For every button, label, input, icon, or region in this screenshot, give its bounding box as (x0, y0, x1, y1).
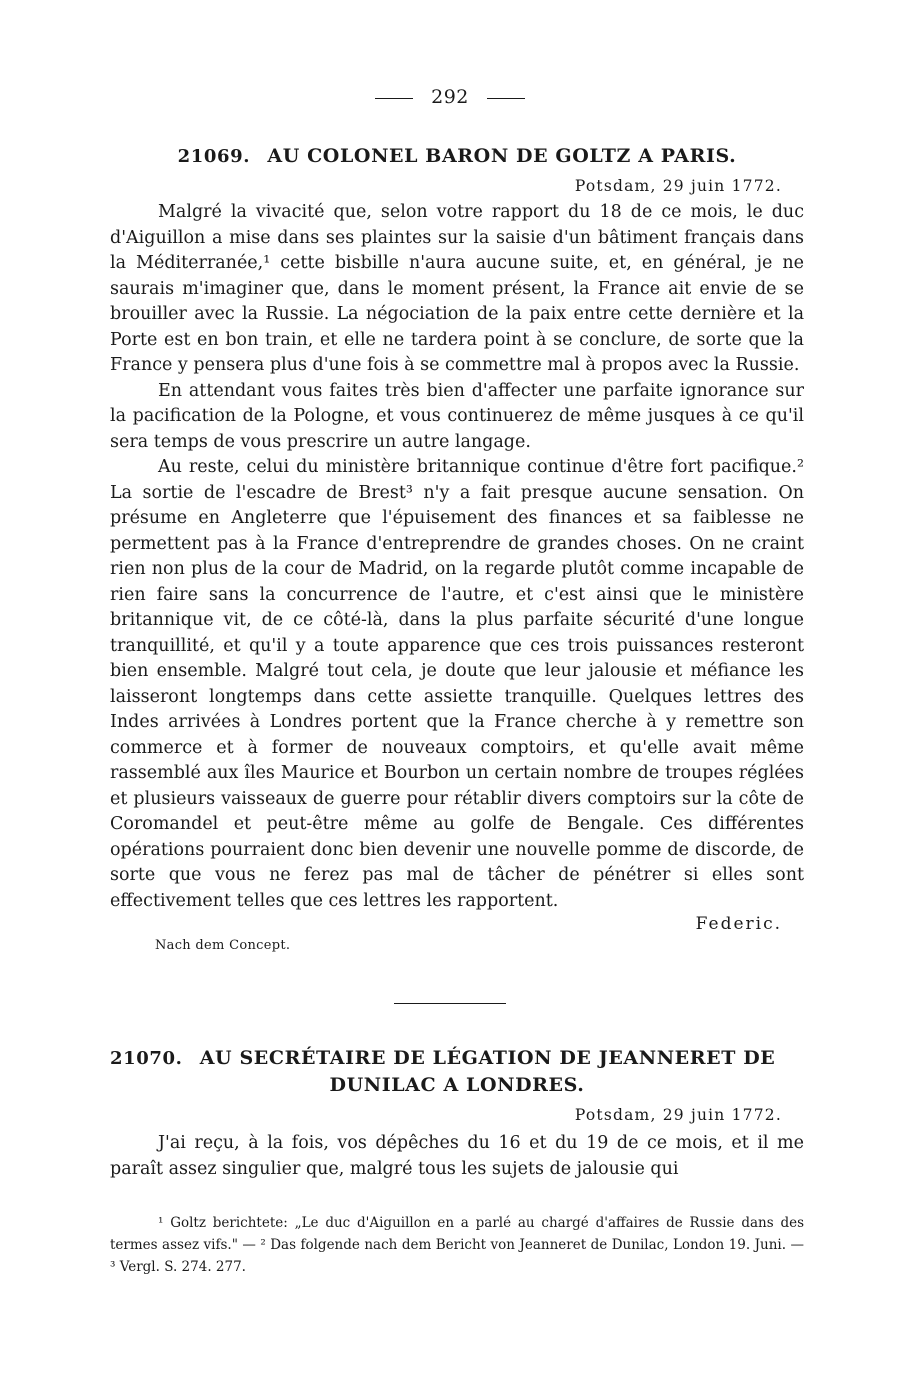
header-dash-right (487, 98, 525, 99)
dateline: Potsdam, 29 juin 1772. (574, 1106, 782, 1124)
section-separator (394, 1003, 506, 1004)
letter-title-line2: DUNILAC A LONDRES. (329, 1074, 585, 1096)
page-number: 292 (431, 86, 469, 108)
signoff (110, 914, 804, 962)
paragraph: Au reste, celui du ministère britannique continue d'être fort pacifique.² La sortie de l'escadre de Brest³ n'y a fait presque aucune sensation. On présume en Angleterre que l'épuisement des finances et sa faiblesse ne permettent pas à la France d'entreprendre de grandes choses. On ne craint rien non plus de la cour de Madrid, on la regarde plutôt comme incapable de rien faire sans la concurrence de l'autre, et c'est ainsi que le ministère britannique vit, de ce côté-là, dans la plus parfaite sécurité d'une longue tranquillité, et qu'il y a toute apparence que ces trois puissances resteront bien ensemble. Malgré tout cela, je doute que leur jalousie et méfiance les laisseront longtemps dans cette assiette tranquille. Quelques lettres des Indes arrivées à Londres portent que la France cherche à y remettre son commerce et à former de nouveaux comptoirs, et qu'elle avait même rassemblé aux îles Maurice et Bourbon un certain nombre de troupes réglées et plusieurs vaisseaux de guerre pour rétablir divers comptoirs sur la côte de Coromandel et peut-être même au golfe de Bengale. Ces différentes opérations pourraient donc bien devenir une nouvelle pomme de discorde, de sorte que vous ne ferez pas mal de tâcher de pénétrer si elles sont effectivement telles que ces lettres les rapportent. (110, 457, 804, 911)
source-note: Nach dem Concept. (155, 938, 291, 953)
letter-heading (110, 1045, 804, 1072)
letter-21070 (110, 1045, 804, 1182)
letter-title-line1: AU SECRÉTAIRE DE LÉGATION DE JEANNERET DE (199, 1047, 776, 1069)
letter-number: 21069. (177, 146, 251, 167)
letter-heading (110, 143, 804, 170)
header-dash-left (375, 98, 413, 99)
paragraph: Malgré la vivacité que, selon votre rapport du 18 de ce mois, le duc d'Aiguillon a mise dans ses plaintes sur la saisie d'un bâtiment français dans la Méditerranée,¹ cette bisbille n'aura aucune suite, et, en général, je ne saurais m'imaginer que, dans le moment présent, la France ait envie de se brouiller avec la Russie. La négociation de la paix entre cette dernière et la Porte est en bon train, et elle ne tardera point à se conclure, de sorte que la France y pensera plus d'une fois à se commettre mal à propos avec la Russie. (110, 202, 804, 375)
paragraph: J'ai reçu, à la fois, vos dépêches du 16 et du 19 de ce mois, et il me paraît assez singulier que, malgré tous les sujets de jalousie qui (110, 1133, 804, 1179)
letter-21069 (110, 143, 804, 962)
footnote-text: ¹ Goltz berichtete: „Le duc d'Aiguillon en a parlé au chargé d'affaires de Russie dans des termes assez vifs." — ² Das folgende nach dem Bericht von Jeanneret de Dunilac, London 19. Juni. — ³ Vergl. S. 274. 277. (110, 1215, 804, 1275)
letter-body (110, 200, 804, 914)
page-header (0, 86, 900, 108)
letter-title: AU COLONEL BARON DE GOLTZ A PARIS. (267, 145, 737, 167)
dateline: Potsdam, 29 juin 1772. (574, 177, 782, 195)
letter-body (110, 1131, 804, 1182)
footnotes (110, 1212, 804, 1278)
letter-number: 21070. (110, 1048, 183, 1069)
signature: Federic. (695, 914, 782, 934)
paragraph: En attendant vous faites très bien d'affecter une parfaite ignorance sur la pacification de la Pologne, et vous continuerez de même jusques à ce qu'il sera temps de vous prescrire un autre langage. (110, 380, 804, 452)
